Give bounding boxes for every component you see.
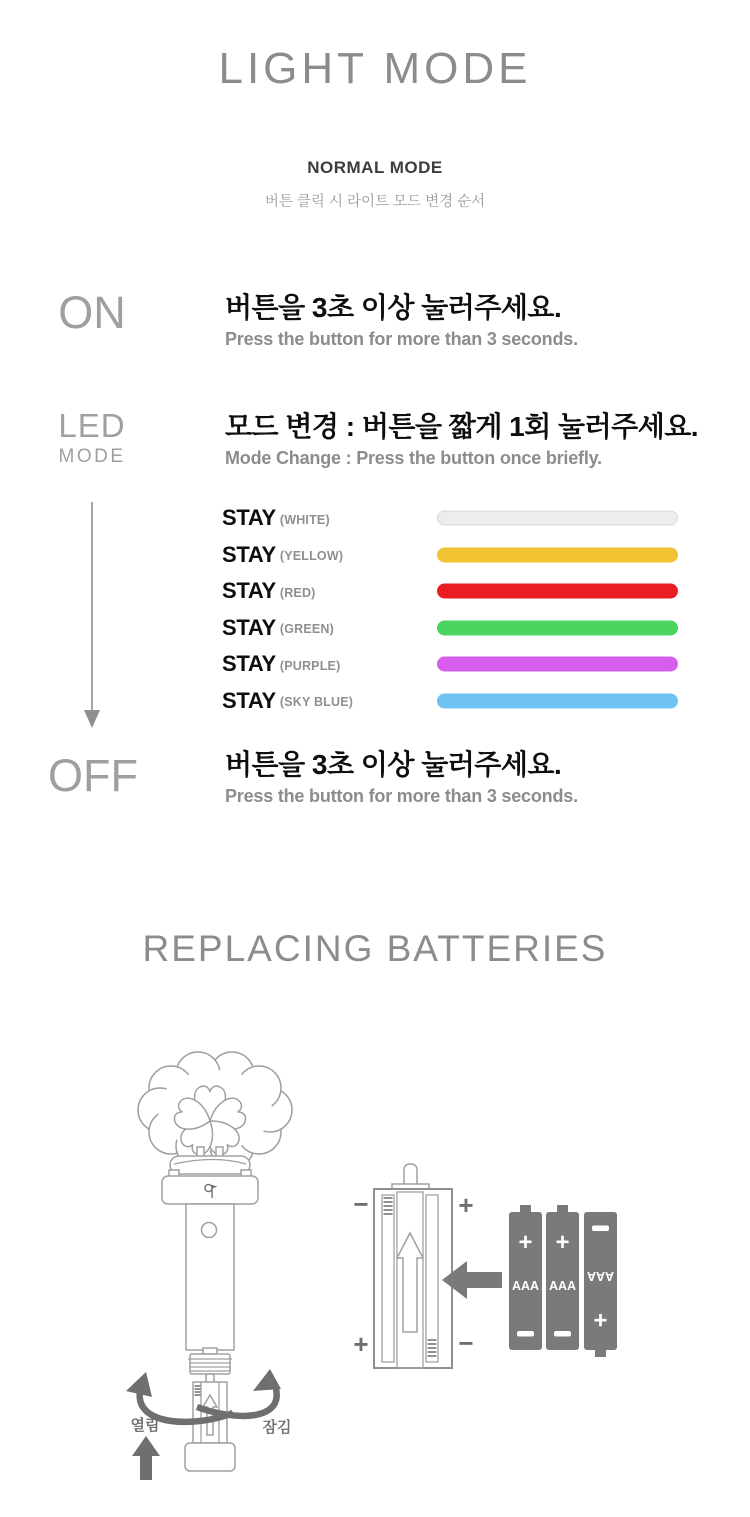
battery-minus-bar: [517, 1331, 534, 1337]
step-label-led-mode: [50, 409, 134, 466]
lock-label: 잠김: [262, 1419, 292, 1436]
step-text-led-mode: [225, 411, 698, 469]
normal-mode-caption: 버튼 클릭 시 라이트 모드 변경 순서: [264, 194, 486, 210]
led-color-row-purple: [222, 646, 692, 683]
end-cap: [185, 1443, 235, 1471]
led-color-bar-purple: [437, 657, 678, 672]
aaa-battery-3-flipped: [584, 1212, 617, 1357]
led-color-bar-red: [437, 584, 678, 599]
led-color-variant: (YELLOW): [279, 549, 344, 564]
step-led-korean: 모드 변경 : 버튼을 짧게 1회 눌러주세요.: [225, 411, 699, 442]
pull-up-arrow-icon: [132, 1436, 160, 1480]
battery-minus-bar: [554, 1331, 571, 1337]
battery-minus-bar: [592, 1226, 609, 1232]
flow-arrow-icon: [80, 498, 104, 732]
head-base-disc: [170, 1156, 250, 1174]
polarity-sign-bottom-left: +: [353, 1329, 369, 1359]
step-off-korean: 버튼을 3초 이상 눌러주세요.: [225, 749, 562, 780]
led-color-row-red: [222, 573, 692, 610]
battery-replacement-diagram: [0, 1040, 750, 1517]
screw-thread-cap: [188, 1354, 232, 1374]
polarity-sign-top-left: −: [353, 1189, 369, 1219]
led-color-row-yellow: [222, 537, 692, 574]
led-color-variant: (WHITE): [279, 512, 330, 527]
battery-plus-sign: +: [518, 1229, 533, 1256]
led-color-name: STAY: [222, 687, 276, 713]
battery-plus-sign: +: [555, 1229, 570, 1256]
polarity-sign-bottom-right: −: [458, 1328, 474, 1358]
aaa-battery-2: [546, 1205, 579, 1350]
step-label-on: ON: [58, 287, 126, 338]
led-color-row-skyblue: [222, 683, 692, 720]
led-color-variant: (RED): [279, 585, 316, 600]
led-color-bar-skyblue: [437, 693, 678, 708]
battery-plus-sign: +: [593, 1306, 608, 1333]
light-mode-title: LIGHT MODE: [218, 44, 532, 93]
led-color-name: STAY: [222, 651, 276, 677]
led-color-bar-yellow: [437, 547, 678, 562]
step-text-off: [225, 749, 578, 807]
body-bottom-tab: [203, 1348, 217, 1354]
battery-size-label: AAA: [511, 1279, 540, 1293]
step-led-english: Mode Change : Press the button once briefly.: [225, 448, 602, 469]
step-label-off: OFF: [48, 750, 138, 801]
led-color-name: STAY: [222, 578, 276, 604]
led-color-variant: (SKY BLUE): [279, 695, 354, 710]
led-color-variant: (PURPLE): [279, 658, 341, 673]
battery-size-label: AAA: [586, 1269, 615, 1283]
aaa-battery-1: [509, 1205, 542, 1350]
lightstick-illustration: [126, 1052, 292, 1480]
led-color-list: [222, 500, 692, 719]
led-color-name: STAY: [222, 614, 276, 640]
battery-size-label: AAA: [548, 1279, 577, 1293]
step-off-english: Press the button for more than 3 seconds.: [225, 786, 578, 807]
led-color-name: STAY: [222, 505, 276, 531]
open-label: 열림: [130, 1417, 160, 1434]
power-button: [202, 1223, 217, 1238]
led-color-bar-green: [437, 620, 678, 635]
led-label-line1: LED: [58, 407, 126, 444]
led-label-line2: MODE: [58, 446, 126, 467]
led-color-row-green: [222, 610, 692, 647]
polarity-sign-top-right: +: [458, 1190, 474, 1220]
normal-mode-title: NORMAL MODE: [307, 158, 443, 177]
lightstick-collar: [162, 1176, 258, 1204]
step-on-korean: 버튼을 3초 이상 눌러주세요.: [225, 292, 562, 323]
led-color-name: STAY: [222, 541, 276, 567]
step-on-english: Press the button for more than 3 seconds.: [225, 329, 578, 350]
led-color-row-white: [222, 500, 692, 537]
replacing-batteries-title: REPLACING BATTERIES: [142, 928, 608, 969]
led-color-variant: (GREEN): [279, 622, 335, 637]
step-text-on: [225, 292, 578, 350]
led-color-bar-white: [437, 511, 678, 526]
battery-compartment-diagram: [353, 1164, 473, 1368]
